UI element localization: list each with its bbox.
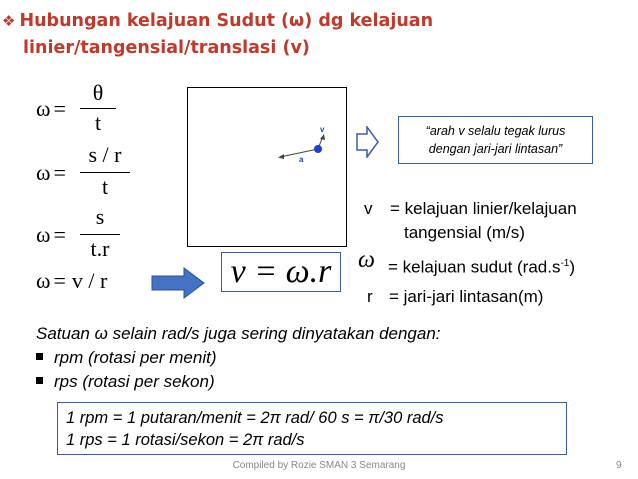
eq3-lhs: ω = [36, 222, 66, 247]
def-v-continued: tangensial (m/s) [404, 223, 525, 242]
right-arrow-icon [150, 266, 208, 300]
diamond-bullet-icon: ❖ [2, 12, 16, 30]
main-formula: v = ω.r [221, 252, 341, 292]
title-line-1: Hubungan kelajuan Sudut (ω) dg kelajuan [19, 11, 434, 31]
eq2-denominator: t [101, 174, 109, 199]
conversion-line-1: 1 rpm = 1 putaran/menit = 2π rad/ 60 s = π/30 rad/s [66, 409, 444, 427]
acceleration-label: a [299, 155, 304, 164]
note-line-1: “arah v selalu tegak lurus [425, 124, 566, 138]
def-v: v = kelajuan linier/kelajuan [364, 199, 577, 218]
title-line-2: linier/tangensial/translasi (v) [23, 38, 310, 58]
circular-motion-diagram [187, 87, 347, 247]
particle-dot [314, 145, 322, 153]
bullet-rpm: rpm (rotasi per menit) [36, 347, 216, 369]
eq1-lhs: ω = [36, 96, 66, 121]
square-bullet-icon [36, 353, 43, 360]
eq4: ω = v / r [36, 268, 108, 293]
note-line-2: dengan jari-jari lintasan” [428, 142, 563, 156]
velocity-label: v [320, 125, 325, 134]
conversion-line-2: 1 rps = 1 rotasi/sekon = 2π rad/s [66, 431, 305, 449]
outline-arrow-icon [356, 126, 380, 158]
eq1-numerator: θ [92, 80, 104, 105]
bullet-rps: rps (rotasi per sekon) [36, 371, 215, 393]
eq1-denominator: t [94, 110, 102, 135]
eq2-lhs: ω = [36, 160, 66, 185]
page-number: 9 [616, 460, 622, 471]
slide-title [2, 8, 602, 62]
square-bullet-icon [36, 377, 43, 384]
def-r: r = jari-jari lintasan(m) [367, 287, 544, 306]
units-intro: Satuan ω selain rad/s juga sering dinyatakan dengan: [36, 324, 441, 343]
footer-credit: Compiled by Rozie SMAN 3 Semarang [232, 460, 406, 471]
direction-note [398, 116, 593, 164]
eq2-numerator: s / r [88, 142, 122, 167]
eq3-numerator: s [95, 204, 105, 229]
def-omega: ω = kelajuan sudut $(rad.s^{-1})$ [358, 246, 576, 277]
conversion-box [57, 402, 567, 455]
eq3-denominator: t.r [90, 236, 110, 261]
